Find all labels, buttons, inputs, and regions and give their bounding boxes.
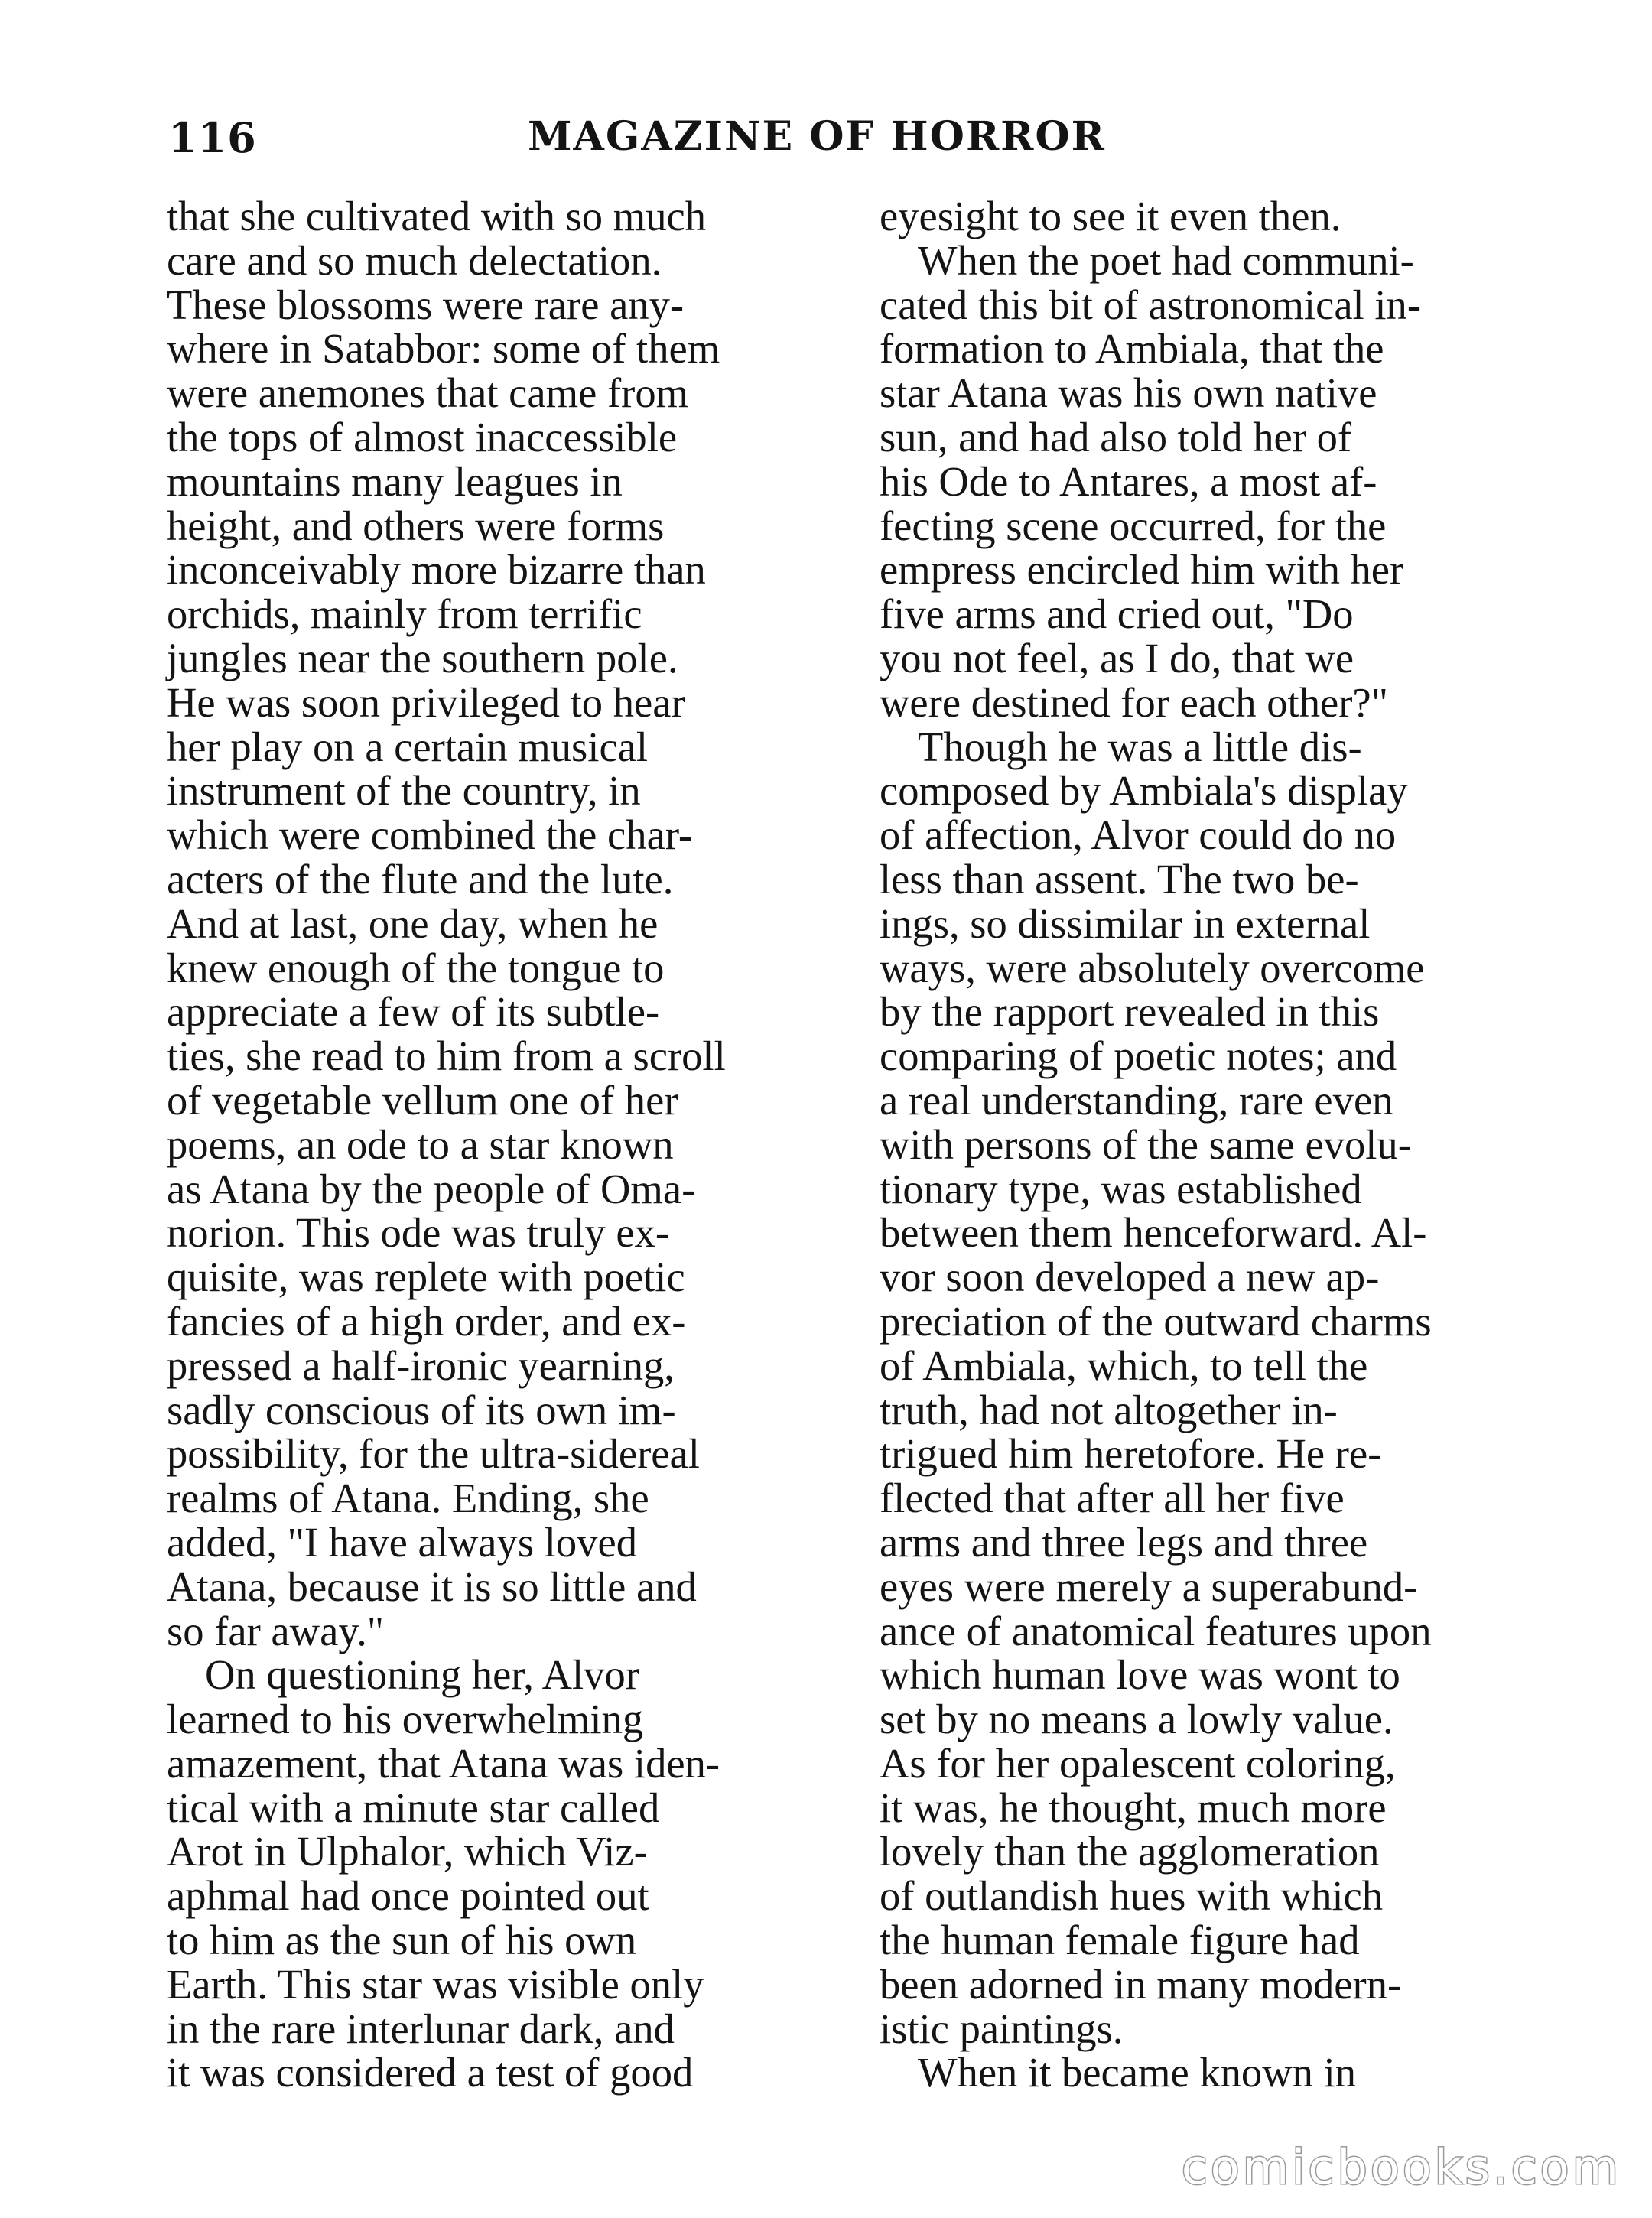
text-line: which human love was wont to	[880, 1651, 1400, 1699]
text-line: the tops of almost inaccessible	[167, 413, 678, 460]
text-line: that she cultivated with so much	[167, 193, 707, 239]
text-line: poems, an ode to a star known	[167, 1120, 674, 1168]
text-line: cated this bit of astronomical in-	[880, 281, 1422, 328]
text-line: amazement, that Atana was iden-	[167, 1739, 720, 1787]
text-line: instrument of the country, in	[167, 767, 641, 815]
text-line: where in Satabbor: some of them	[167, 325, 720, 372]
text-line: the human female figure had	[880, 1917, 1360, 1964]
text-line: it was, he thought, much more	[880, 1784, 1387, 1831]
text-line: of outlandish hues with which	[880, 1872, 1384, 1920]
text-line: formation to Ambiala, that the	[880, 325, 1384, 372]
text-line: between them henceforward. Al-	[880, 1209, 1427, 1257]
text-line: trigued him heretofore. He re-	[880, 1430, 1382, 1478]
text-line: jungles near the southern pole.	[167, 634, 678, 681]
text-line: When it became known in	[918, 2049, 1357, 2096]
text-line: He was soon privileged to hear	[167, 678, 685, 726]
text-line: height, and others were forms	[167, 502, 665, 549]
text-line: care and so much delectation.	[167, 236, 662, 284]
text-line: pressed a half-ironic yearning,	[167, 1342, 675, 1389]
text-line: mountains many leagues in	[167, 457, 623, 505]
page-number: 116	[168, 113, 257, 162]
text-line: comparing of poetic notes; and	[880, 1033, 1397, 1080]
text-line: fecting scene occurred, for the	[880, 502, 1387, 549]
text-line: as Atana by the people of Oma-	[167, 1165, 696, 1212]
text-line: knew enough of the tongue to	[167, 944, 665, 991]
text-line: his Ode to Antares, a most af-	[880, 457, 1377, 505]
text-line: her play on a certain musical	[167, 723, 649, 770]
site-watermark: comicbooks.com	[1181, 2139, 1621, 2195]
text-line: sun, and had also told her of	[880, 413, 1352, 460]
text-line: less than assent. The two be-	[880, 855, 1359, 902]
text-line: fancies of a high order, and ex-	[167, 1297, 686, 1345]
text-line: When the poet had communi-	[918, 236, 1414, 284]
text-line: And at last, one day, when he	[167, 899, 659, 947]
text-line: ings, so dissimilar in external	[880, 899, 1371, 947]
text-line: Arot in Ulphalor, which Viz-	[167, 1828, 648, 1875]
text-line: vor soon developed a new ap-	[880, 1254, 1380, 1301]
text-line: appreciate a few of its subtle-	[167, 988, 660, 1036]
text-line: eyesight to see it even then.	[880, 193, 1341, 239]
left-text-column	[167, 194, 809, 2095]
page-header	[161, 113, 1476, 174]
text-line: five arms and cried out, "Do	[880, 590, 1354, 638]
text-line: a real understanding, rare even	[880, 1076, 1393, 1124]
text-line: ties, she read to him from a scroll	[167, 1033, 726, 1080]
text-line: it was considered a test of good	[167, 2049, 694, 2096]
text-line: Though he was a little dis-	[918, 723, 1362, 770]
text-line: These blossoms were rare any-	[167, 281, 685, 328]
text-line: preciation of the outward charms	[880, 1297, 1432, 1345]
text-line: istic paintings.	[880, 2005, 1124, 2052]
text-line: you not feel, as I do, that we	[880, 634, 1354, 681]
text-line: composed by Ambiala's display	[880, 767, 1408, 815]
text-line: arms and three legs and three	[880, 1518, 1368, 1566]
text-line: possibility, for the ultra-sidereal	[167, 1430, 700, 1478]
text-line: aphmal had once pointed out	[167, 1872, 649, 1920]
text-line: of Ambiala, which, to tell the	[880, 1342, 1368, 1389]
text-line: in the rare interlunar dark, and	[167, 2005, 675, 2052]
running-head: MAGAZINE OF HORROR	[528, 113, 1106, 160]
text-line: set by no means a lowly value.	[880, 1696, 1393, 1743]
text-line: star Atana was his own native	[880, 369, 1377, 417]
text-line: by the rapport revealed in this	[880, 988, 1380, 1036]
text-line: sadly conscious of its own im-	[167, 1386, 676, 1433]
text-line: with persons of the same evolu-	[880, 1120, 1412, 1168]
text-line: were anemones that came from	[167, 369, 689, 417]
text-line: lovely than the agglomeration	[880, 1828, 1380, 1875]
text-line: flected that after all her five	[880, 1475, 1345, 1522]
text-line: On questioning her, Alvor	[205, 1651, 639, 1699]
text-line: ance of anatomical features upon	[880, 1607, 1432, 1654]
text-line: orchids, mainly from terrific	[167, 590, 642, 638]
text-line: inconceivably more bizarre than	[167, 546, 706, 594]
text-line: truth, had not altogether in-	[880, 1386, 1338, 1433]
text-line: eyes were merely a superabund-	[880, 1563, 1418, 1610]
text-line: tionary type, was established	[880, 1165, 1362, 1212]
text-line: which were combined the char-	[167, 811, 693, 859]
text-line: were destined for each other?"	[880, 678, 1388, 726]
text-line: norion. This ode was truly ex-	[167, 1209, 670, 1257]
right-text-column	[880, 194, 1522, 2095]
text-line: to him as the sun of his own	[167, 1917, 637, 1964]
text-line: added, "I have always loved	[167, 1518, 638, 1566]
text-line: ways, were absolutely overcome	[880, 944, 1425, 991]
text-line: As for her opalescent coloring,	[880, 1739, 1396, 1787]
text-line: empress encircled him with her	[880, 546, 1404, 594]
text-line: of affection, Alvor could do no	[880, 811, 1397, 859]
text-line: realms of Atana. Ending, she	[167, 1475, 649, 1522]
text-line: learned to his overwhelming	[167, 1696, 644, 1743]
text-line: quisite, was replete with poetic	[167, 1254, 685, 1301]
text-line: tical with a minute star called	[167, 1784, 660, 1831]
text-line: Atana, because it is so little and	[167, 1563, 697, 1610]
text-line: Earth. This star was visible only	[167, 1960, 704, 2008]
text-line: of vegetable vellum one of her	[167, 1076, 678, 1124]
text-line: so far away."	[167, 1607, 385, 1654]
text-line: been adorned in many modern-	[880, 1960, 1402, 2008]
text-line: acters of the flute and the lute.	[167, 855, 674, 902]
